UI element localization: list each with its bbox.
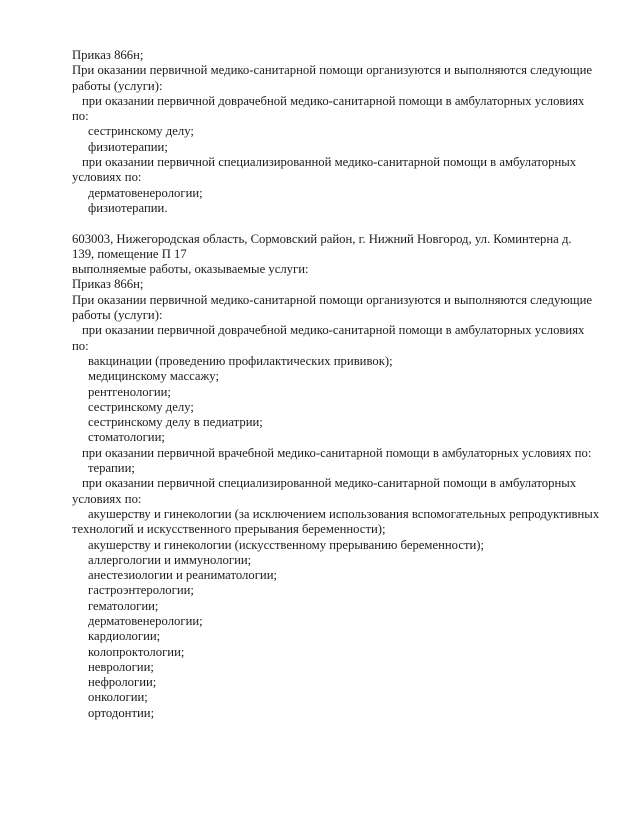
document-line: анестезиологии и реаниматологии;: [88, 568, 278, 583]
document-line: Приказ 866н;: [72, 277, 144, 292]
document-line: при оказании первичной доврачебной медико-санитарной помощи в амбулаторных условиях: [82, 323, 585, 338]
document-line: При оказании первичной медико-санитарной помощи организуются и выполняются следующие: [72, 292, 592, 307]
document-line: по:: [72, 109, 89, 124]
document-line: физиотерапии.: [88, 200, 168, 215]
document-line: при оказании первичной специализированной медико-санитарной помощи в амбулаторных: [82, 155, 577, 170]
document-line: ортодонтии;: [88, 705, 155, 720]
document-line: дерматовенерологии;: [88, 613, 203, 628]
document-line: технологий и искусственного прерывания беременности);: [72, 522, 386, 537]
license-text-block: [72, 48, 604, 721]
document-line: сестринскому делу;: [88, 399, 194, 414]
document-line: работы (услуги):: [72, 78, 163, 93]
document-line: 603003, Нижегородская область, Сормовский район, г. Нижний Новгород, ул. Коминтерна д.: [72, 231, 572, 246]
document-line: вакцинации (проведению профилактических прививок);: [88, 353, 393, 368]
document-line: условиях по:: [72, 491, 142, 506]
document-line: условиях по:: [72, 170, 142, 185]
document-line: при оказании первичной врачебной медико-санитарной помощи в амбулаторных условиях по:: [82, 445, 592, 460]
document-line: при оказании первичной специализированной медико-санитарной помощи в амбулаторных: [82, 476, 577, 491]
document-line: работы (услуги):: [72, 308, 163, 323]
document-line: гастроэнтерологии;: [88, 583, 194, 598]
document-line: Приказ 866н;: [72, 48, 144, 62]
document-line: физиотерапии;: [88, 139, 168, 154]
document-line: нефрологии;: [88, 675, 157, 690]
document-line: выполняемые работы, оказываемые услуги:: [72, 262, 309, 277]
document-line: кардиологии;: [88, 629, 161, 644]
document-line: терапии;: [88, 461, 135, 476]
document-line: колопроктологии;: [88, 644, 185, 659]
document-line: по:: [72, 338, 89, 353]
document-line: аллергологии и иммунологии;: [88, 552, 252, 567]
document-line: онкологии;: [88, 690, 148, 705]
document-line: при оказании первичной доврачебной медико-санитарной помощи в амбулаторных условиях: [82, 93, 585, 108]
document-line: дерматовенерологии;: [88, 185, 203, 200]
document-line: акушерству и гинекологии (за исключением использования вспомогательных репродуктивных: [88, 506, 600, 521]
document-line: сестринскому делу в педиатрии;: [88, 415, 263, 430]
document-line: стоматологии;: [88, 430, 165, 445]
document-line: медицинскому массажу;: [88, 369, 219, 384]
document-line: гематологии;: [88, 598, 159, 613]
document-line: акушерству и гинекологии (искусственному прерыванию беременности);: [88, 537, 485, 552]
document-line: 139, помещение П 17: [72, 246, 187, 261]
document-line: При оказании первичной медико-санитарной помощи организуются и выполняются следующие: [72, 63, 592, 78]
document-line: сестринскому делу;: [88, 124, 194, 139]
document-line: неврологии;: [88, 659, 154, 674]
document-line: рентгенологии;: [88, 384, 171, 399]
document-line: [72, 216, 604, 231]
